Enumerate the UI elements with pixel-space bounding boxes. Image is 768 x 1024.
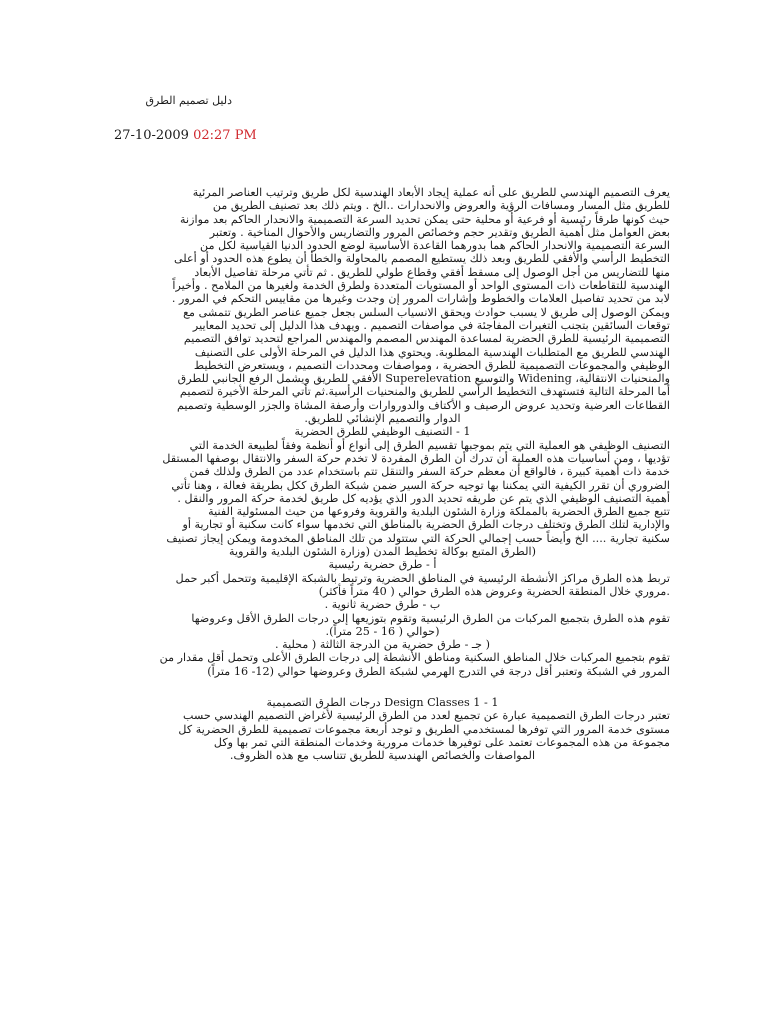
text-line: الضروري أن تقرر الكيفية التي يمكننا بها توجيه حركة السير ضمن شبكة الطرق ككل بطريقة فعالة ، وهنا تأتي — [171, 478, 670, 492]
text-line: التخطيط الرأسي والأفقي للطريق وبعد ذلك يستطيع المصمم بالمحاولة والخطأ أن يطوع هذه الحدود أو أعلى — [173, 252, 670, 266]
post-time: 02:27 PM — [193, 128, 257, 143]
text-line: .مروري خلال المنطقة الحضرية وعروض هذه الطرق حوالي ( 40 متراً فأكثر) — [318, 584, 670, 598]
text-line: يعرف التصميم الهندسي للطريق على أنه عملية إيجاد الأبعاد الهندسية لكل طريق وترتيب العناصر المرئية — [192, 186, 670, 199]
post-datetime — [114, 128, 257, 143]
text-line: القطاعات العرضية وتحديد عروض الرصيف و الأكتاف والدوروارات وأرصفة المشاة والجزر الوسطية وتصميم — [176, 398, 670, 412]
subsection-heading: ( جـ - طرق حضرية من الدرجة الثالثة ( محلية . — [274, 638, 491, 652]
text-line: تؤديها ، ومن أساسيات هذه العملية أن تدرك أن الطرق المفردة لا تخدم حركة السفر والانتقال بوصفها المستقل — [162, 451, 670, 465]
text-line: منها للتضاريس من أجل الوصول إلى مسقط أفقي وقطاع طولي للطريق . ثم تأتي مرحلة تفاصيل الأبعاد — [194, 265, 670, 279]
text-line: توقعات السائقين بتجنب التغيرات المفاجئة في مواصفات التصميم . ويهدف هذا الدليل إلى تحديد المعايير — [192, 318, 670, 332]
text-line: والإدارية لتلك الطرق وتختلف درجات الطرق الحضرية بالمناطق التي تخدمها سواء كانت سكنية أو تجارية أو — [182, 518, 670, 532]
text-line: المرور في الشبكة وتعتبر أقل درجة في التدرج الهرمي لشبكة الطرق وعروضها حوالي (12- 16 متراً) — [207, 664, 670, 678]
text-line: (الطرق المتبع بوكالة تخطيط المدن (وزارة الشئون البلدية والقروية — [229, 545, 536, 559]
text-line: والمنحنيات الانتقالية، Widening والتوسيع Superelevation الأفقي للطريق ويشمل الرفع الجانبي للطرق — [177, 372, 670, 386]
text-line: تعتبر درجات الطرق التصميمية عبارة عن تجميع لعدد من الطرق الرئيسية لأغراض التصميم الهندسي حسب — [182, 709, 670, 723]
text-line: المواصفات والخصائص الهندسية للطريق تتناسب مع هذه الظروف. — [229, 749, 536, 763]
text-line: مجموعة من هذه المجموعات تعتمد على توفيرها خدمات مرورية وخدمات المنطقة التي تمر بها وكل — [213, 735, 670, 749]
text-line: الهندسي للطريق مع المتطلبات الهندسية المطلوبة. ويحتوي هذا الدليل في المرحلة الأولى على التصنيف — [194, 345, 670, 359]
text-line: التصنيف الوظيفي هو العملية التي يتم بموجبها تقسيم الطرق إلى أنواع أو أنظمة وفقاً لطبيعة الخدمة التي — [189, 438, 670, 452]
subsection-heading: ب - طرق حضرية ثانوية . — [324, 598, 441, 612]
text-line: الوظيفي والمجموعات التصميمية للطرق الحضرية ، ومواصفات ومحددات التصميم ، ويستعرض التخطيط — [193, 358, 670, 372]
text-line: الهندسية للتقاطعات ذات المستوى الواحد أو المستويات المتعددة ولطرق الخدمة ولغيرها من الملامح . وأخيراً — [172, 279, 670, 293]
text-line: سكنية تجارية .... الخ وأيضاً حسب إجمالي الحركة التي ستتولد من تلك المناطق المخدومة ويمكن إيجاز تصنيف — [166, 531, 670, 545]
article-body — [95, 186, 670, 762]
text-line: (حوالي ( 16 - 25 متراً). — [325, 624, 440, 638]
text-line: تتبع جميع الطرق الحضرية بالمملكة وزارة الشئون البلدية والقروية وفروعها من حيث المسئولية الفنية — [208, 505, 670, 519]
text-line: بعض العوامل مثل أهمية الطريق وتقدير حجم وخصائص المرور والتضاريس والأحوال المناخية . وتعتبر — [209, 225, 670, 239]
text-line: ويمكن الوصول إلى طريق لا يسبب حوادث ويحقق الانسياب السلس بجعل جميع عناصر الطريق تتمشى مع — [183, 305, 670, 319]
document-title: دليل تصميم الطرق — [145, 94, 232, 107]
text-line: التصميمية الرئيسية للطرق الحضرية لمساعدة المهندس المصمم والمهندس المراجع لتحديد توافق التصميم — [183, 332, 670, 346]
text-line: تربط هذه الطرق مراكز الأنشطة الرئيسية في المناطق الحضرية وترتبط بالشبكة الإقليمية وتتحمل أكبر حمل — [175, 571, 670, 585]
text-line: للطريق مثل المسار ومسافات الرؤية والعروض والانحدارات ..الخ . ويتم ذلك بعد تصنيف الطريق من — [212, 199, 670, 213]
text-line: السرعة التصميمية والانحدار الحاكم هما بدورهما القاعدة الأساسية لوضع الحدود الدنيا القياسية لكل من — [200, 239, 670, 253]
text-line: خدمة ذات أهمية كبيرة ، فالواقع أن معظم حركة السفر والتنقل تتم باستخدام عدد من الطرق ولذلك فمن — [189, 465, 670, 479]
section-heading: 1 - التصنيف الوظيفي للطرق الحضرية — [294, 425, 471, 439]
section-heading: 1 - Design Classes 1 درجات الطرق التصميمية — [266, 695, 499, 709]
text-line: تقوم بتجميع المركبات خلال المناطق السكنية ومناطق الأنشطة إلى درجات الطرق الأعلى وتحمل أقل مقدار من — [159, 651, 670, 665]
text-line: مستوى خدمة المرور التي توفرها لمستخدمي الطريق و توجد أربعة مجموعات تصميمية للطرق الحضرية كل — [178, 722, 670, 736]
subsection-heading: أ - طرق حضرية رئيسية — [328, 558, 437, 572]
text-line: أما المرحلة التالية فتستهدف التخطيط الرأسي للطريق والمنحنيات الرأسية.ثم تأتي المرحلة الأخيرة لتصميم — [179, 385, 670, 399]
text-line: الدوار والتصميم الإنشائي للطريق. — [304, 412, 461, 426]
text-line: لابد من تحديد تفاصيل العلامات والخطوط وإشارات المرور إن وجدت وغيرها من مقاييس التحكم في المرور . — [171, 292, 670, 306]
post-date: 27-10-2009 — [114, 128, 189, 143]
text-line: تقوم هذه الطرق بتجميع المركبات من الطرق الرئيسية وتقوم بتوزيعها إلى درجات الطرق الأقل وعروضها — [191, 611, 670, 625]
text-line: أهمية التصنيف الوظيفي الذي يتم عن طريقه تحديد الدور الذي يؤديه كل طريق لخدمة حركة المرور والنقل . — [177, 491, 670, 505]
text-line: حيث كونها طرقاً رئيسية أو فرعية أو محلية حتى يمكن تحديد السرعة التصميمية والانحدار الحاكم بعد موازنة — [180, 212, 670, 226]
